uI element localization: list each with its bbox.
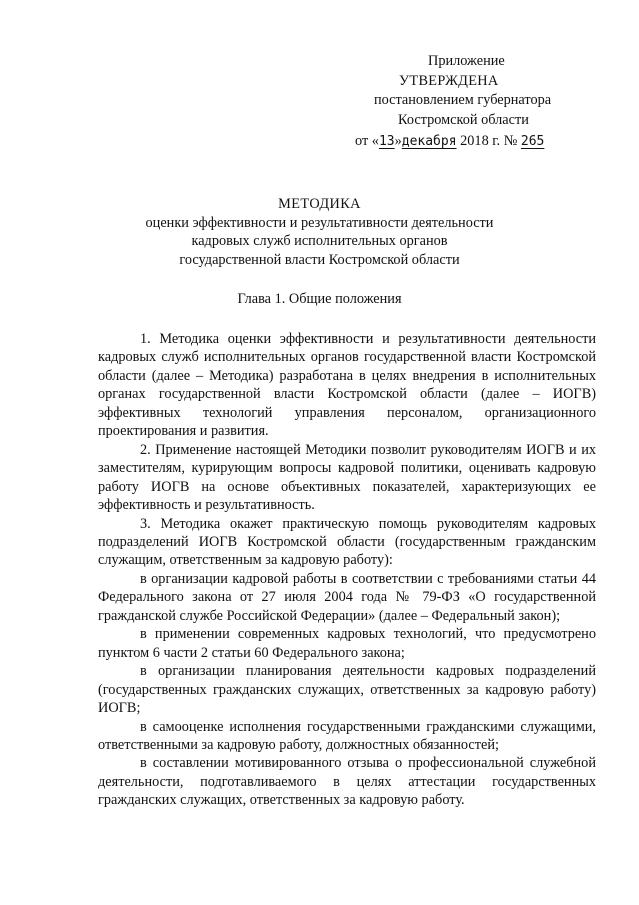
- date-day: 13: [378, 134, 395, 149]
- paragraph: в самооценке исполнения государственными гражданскими служащими, ответственными за кадровую работу, должностных обязанностей;: [98, 718, 596, 753]
- document-number: 265: [520, 134, 545, 149]
- date-prefix: от «: [355, 133, 379, 149]
- appendix-label: Приложение: [428, 53, 505, 69]
- paragraph: в организации кадровой работы в соответствии с требованиями статьи 44 Федерального закона от 27 июля 2004 года № 79-ФЗ «О государственной гражданской службе Российской Федерации» (далее – Федеральный закон);: [98, 570, 596, 624]
- date-separator: »: [394, 133, 402, 149]
- approved-heading: УТВЕРЖДЕНА: [399, 72, 499, 89]
- paragraph: 2. Применение настоящей Методики позволит руководителям ИОГВ и их заместителям, курирующим вопросы кадровой политики, оценивать кадровую работу ИОГВ на основе объективных показателей, характеризующих ее эффективность и результативность.: [98, 441, 596, 514]
- date-month: декабря: [401, 134, 457, 149]
- title-line: государственной власти Костромской области: [179, 251, 460, 268]
- region-line: Костромской области: [398, 111, 529, 128]
- paragraph: 1. Методика оценки эффективности и результативности деятельности кадровых служб исполнительных органов государственной власти Костромской области (далее – Методика) разработана в целях внедрения в исполнительных органах государственной власти Костромской области (далее – ИОГВ) эффективных технологий управления персоналом, организационного проектирования и развития.: [98, 331, 596, 440]
- date-year: 2018 г. №: [456, 133, 521, 149]
- approval-stamp: [352, 52, 592, 152]
- paragraph: в применении современных кадровых технологий, что предусмотрено пунктом 6 части 2 статьи 60 Федерального закона;: [98, 626, 596, 661]
- document-title: [0, 195, 639, 269]
- date-line: [352, 132, 592, 152]
- paragraph: 3. Методика окажет практическую помощь руководителям кадровых подразделений ИОГВ Костромской области (государственным гражданским служащим, ответственным за кадровую работу):: [98, 515, 596, 569]
- title-line: оценки эффективности и результативности деятельности: [145, 214, 494, 231]
- resolution-line: постановлением губернатора: [374, 92, 552, 108]
- paragraph: в организации планирования деятельности кадровых подразделений (государственных гражданских служащих, ответственных за кадровую работу) ИОГВ;: [98, 663, 596, 717]
- document-body: [98, 330, 596, 810]
- title-main: МЕТОДИКА: [278, 196, 361, 212]
- chapter-heading: Глава 1. Общие положения: [237, 291, 402, 307]
- paragraph: в составлении мотивированного отзыва о профессиональной служебной деятельности, подготавливаемого в целях аттестации государственных гражданских служащих, ответственных за кадровую работу.: [98, 755, 596, 809]
- title-line: кадровых служб исполнительных органов: [191, 233, 448, 249]
